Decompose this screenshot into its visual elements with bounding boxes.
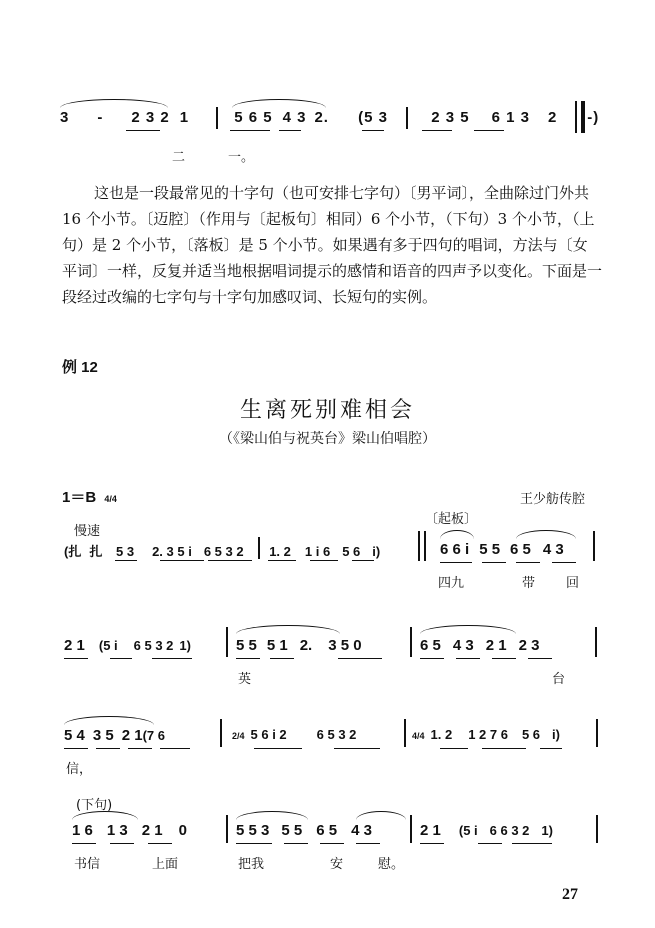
- paragraph-text: 这也是一段最常见的十字句（也可安排七字句）〔男平词〕，全曲除过门外共 16 个小节。〔迈腔〕（作用与〔起板句〕相同）6 个小节，（下句）3 个小节，（上句）是 2 个小节，〔落板〕是 5 个小节。如果遇有多于四句的唱词，方法与〔女平词〕一样，反复并适当地根据唱词提示的感情和语音的四声予以变化。下面是一段经过改编的七字句与十字句加感叹词、长短句的实例。: [62, 184, 603, 306]
- top-lyric-2: 一。: [228, 150, 255, 165]
- system-3-lyric-1: 信，: [66, 762, 93, 777]
- song-subtitle: （《梁山伯与祝英台》梁山伯唱腔）: [219, 431, 436, 447]
- system-3-notes: 5 4 3 5 2 1(7 6: [64, 727, 165, 744]
- top-lyric-1: 二: [172, 150, 186, 165]
- credit: 王少舫传腔: [520, 492, 586, 507]
- system-1-lyric-1: 四九: [438, 576, 465, 591]
- system-4-lyric-3: 把我: [238, 857, 265, 872]
- xiaju-marking: (下句): [76, 798, 113, 813]
- system-2-lyric-1: 英: [238, 672, 252, 687]
- system-4-lyric-4: 安: [330, 857, 344, 872]
- example-label: 例 12: [62, 359, 98, 376]
- system-1-lyric-3: 回: [566, 576, 580, 591]
- system-4-lyric-1: 书信: [74, 857, 101, 872]
- top-notes-text: [0, 0, 1, 1]
- system-1-notes-b: 6 6 i 5 5 6 5 4 3: [440, 541, 564, 558]
- system-2-lyric-2: 台: [552, 672, 566, 687]
- meter: 4/4: [104, 494, 117, 504]
- system-1-lyric-2: 带: [522, 576, 536, 591]
- page-number: 27: [562, 886, 578, 903]
- system-2-notes: 2 1 (5 i 6 5 3 2 1): [64, 637, 191, 654]
- song-title: 生离死别难相会: [239, 398, 415, 423]
- qiban-marking: 〔起板〕: [425, 512, 478, 527]
- top-notes: 3 - 2 3 2 1 5 6 5 4 3 2. (5 3 2 3 5 6 1 3 2 -): [60, 109, 600, 126]
- system-1-notes: (扎 扎 5 3 2. 3 5 i 6 5 3 2 1. 2 1 i 6 5 6 i): [64, 544, 381, 559]
- system-2-notes-b: 5 5 5 1 2. 3 5 0: [236, 637, 362, 654]
- system-4-notes-b: 5 5 3 5 5 6 5 4 3: [236, 822, 372, 839]
- system-4-lyric-2: 上面: [152, 857, 179, 872]
- tempo-marking: 慢速: [74, 524, 101, 539]
- system-3-notes-b: 2/4 5 6 i 2 6 5 3 2: [232, 727, 357, 742]
- system-4-notes: 1 6 1 3 2 1 0: [72, 822, 187, 839]
- system-4-lyric-5: 慰。: [378, 857, 405, 872]
- key-signature: 1＝B 4/4: [62, 489, 117, 506]
- system-4-notes-c: 2 1 (5 i 6 6 3 2 1): [420, 822, 553, 839]
- system-2-notes-c: 6 5 4 3 2 1 2 3: [420, 637, 540, 654]
- body-paragraph: [62, 180, 602, 310]
- system-3-notes-c: 4/4 1. 2 1 2 7 6 5 6 i): [412, 727, 560, 742]
